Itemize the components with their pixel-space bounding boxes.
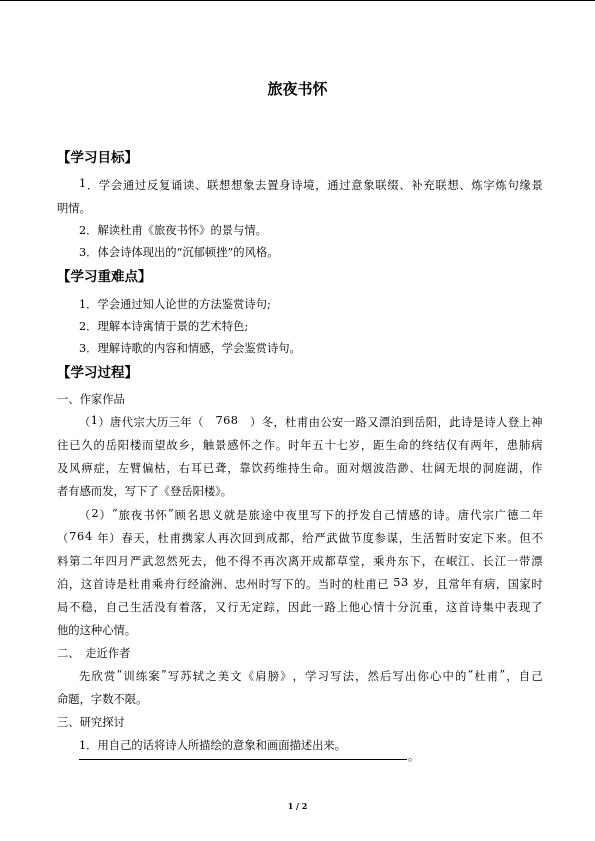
part1-heading: 一、作家作品 (57, 393, 125, 406)
paragraph-1-line-4: 者有感而发，写下了《登岳阳楼》。 (57, 485, 233, 498)
difficulty-2: 2．理解本诗寓情于景的艺术特色; (79, 320, 249, 333)
part2-heading: 二、 走近作者 (57, 647, 131, 660)
paragraph-1-line-1: （ 1 ） 唐 代 宗 大 历 三 年 （ 7 6 8 ） 冬 ， 杜 甫 由 公 安 一 路 又 漂 泊 到 岳 阳 ， 此 诗 是 诗 人 登 上 神 (79, 414, 543, 429)
goal-2: 2．解读杜甫《旅夜书怀》的景与情。 (79, 224, 267, 237)
goal-1-line-2: 明情。 (57, 202, 91, 215)
paragraph-2-line-2: （ 7 6 4 年 ） 春 天 ， 杜 甫 携 家 人 再 次 回 到 成 都 ， 给 严 武 做 节 度 参 谋 ， 生 活 暂 时 安 定 下 来 。 但 不 (57, 530, 543, 545)
page-number: 1 / 2 (287, 801, 308, 811)
paragraph-2-line-1: （ 2 ） “ 旅 夜 书 怀 ” 顾 名 思 义 就 是 旅 途 中 夜 里 写 下 的 抒 发 自 己 情 感 的 诗 。 唐 代 宗 广 德 二 年 (79, 507, 543, 522)
top-rule (0, 0, 595, 1)
question-1: 1．用自己的话将诗人所描绘的意象和画面描述出来。 (79, 739, 347, 752)
paragraph-3-line-2: 命题，字数不限。 (57, 693, 148, 706)
process-heading: 【学习过程】 (57, 365, 138, 381)
answer-blank-line[interactable] (79, 759, 407, 760)
paragraph-2-line-6: 他的这种心情。 (57, 624, 137, 637)
paragraph-1-line-3: 及 风 痹 症 ， 左 臂 偏 枯 ， 右 耳 已 聋 ， 靠 饮 药 维 持 生 命 。 面 对 烟 波 浩 渺 、 壮 阔 无 垠 的 洞 庭 湖 ， 作 (57, 462, 543, 475)
paragraph-2-line-4: 泊 ， 这 首 诗 是 杜 甫 乘 舟 行 经 渝 洲 、 忠 州 时 写 下 的 。 当 时 的 杜 甫 已 5 3 岁 ， 且 常 年 有 病 ， 国 家 时 (57, 576, 543, 591)
difficulty-1: 1．学会通过知人论世的方法鉴赏诗句; (79, 298, 271, 311)
goal-3: 3．体会诗体现出的“沉郁顿挫”的风格。 (79, 246, 279, 259)
difficulty-3: 3．理解诗歌的内容和情感，学会鉴赏诗句。 (79, 342, 301, 355)
part3-heading: 三、研究探讨 (57, 716, 125, 729)
goals-heading: 【学习目标】 (57, 150, 138, 166)
answer-blank-end: 。 (408, 750, 420, 763)
goal-1-line-1: 1 ． 学 会 通 过 反 复 诵 读 、 联 想 想 象 去 置 身 诗 境 ， 通 过 意 象 联 缀 、 补 充 联 想 、 炼 字 炼 句 缘 景 (79, 177, 543, 192)
page-title: 旅夜书怀 (267, 80, 328, 98)
paragraph-2-line-3: 料 第 二 年 四 月 严 武 忽 然 死 去 ， 他 不 得 不 再 次 离 开 成 都 草 堂 ， 乘 舟 东 下 ， 在 岷 江 、 长 江 一 带 漂 (57, 555, 543, 568)
paragraph-2-line-5: 局 不 稳 ， 自 己 生 活 没 有 着 落 ， 又 行 无 定 踪 ， 因 此 一 路 上 他 心 情 十 分 沉 重 ， 这 首 诗 集 中 表 现 了 (57, 601, 543, 614)
paragraph-3-line-1: 先 欣 赏 “ 训 练 案 ” 写 苏 轼 之 美 文 《 肩 膀 》 ， 学 习 写 法 ， 然 后 写 出 你 心 中 的 “ 杜 甫 ” ， 自 己 (79, 668, 543, 683)
difficulty-heading: 【学习重难点】 (57, 269, 152, 285)
paragraph-1-line-2: 往 已 久 的 岳 阳 楼 而 望 故 乡 ， 触 景 感 怀 之 作 。 时 年 五 十 七 岁 ， 距 生 命 的 终 结 仅 有 两 年 ， 患 肺 病 (57, 439, 543, 452)
